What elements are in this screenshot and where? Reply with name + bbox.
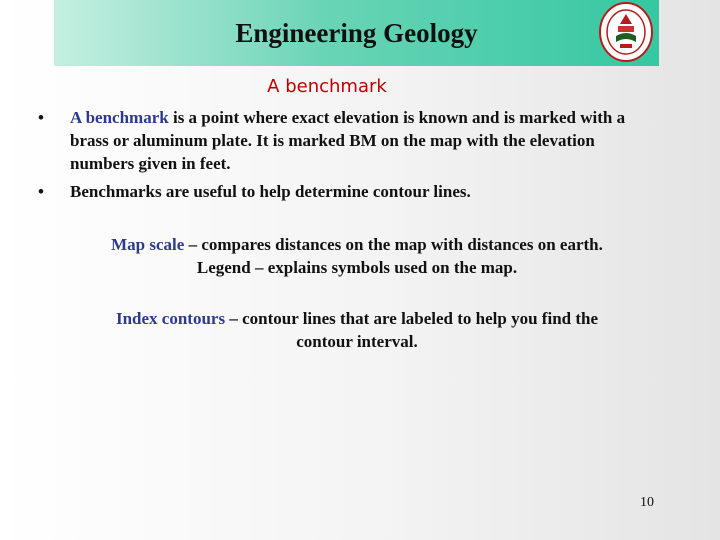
page-number: 10 <box>640 495 654 510</box>
term-map-scale: Map scale <box>111 235 185 254</box>
bullet-text: is a point where exact elevation is known and is marked with a brass or aluminum plate. It is marked BM on the map with the elevation numbers given in feet. <box>70 108 626 173</box>
map-scale-definition: Map scale – compares distances on the map with distances on earth. <box>111 235 603 254</box>
university-seal-icon <box>598 2 654 62</box>
index-contours-definition-cont: contour interval. <box>296 332 418 351</box>
bullet-text: Benchmarks are useful to help determine contour lines. <box>70 182 471 201</box>
bullet-list <box>38 106 638 208</box>
bullet-benchmark-use <box>38 180 638 203</box>
term-benchmark: A benchmark <box>70 108 169 127</box>
index-contours-block <box>0 307 714 353</box>
slide-title: Engineering Geology <box>235 18 478 48</box>
bullet-icon: • <box>38 108 44 127</box>
legend-definition: Legend – explains symbols used on the map. <box>196 258 518 277</box>
bullet-icon: • <box>38 182 44 201</box>
slide-subtitle: A benchmark <box>267 76 387 97</box>
bullet-benchmark-definition <box>38 106 638 175</box>
index-contours-definition: Index contours – contour lines that are labeled to help you find the <box>115 309 599 328</box>
map-scale-legend-block <box>0 233 714 279</box>
term-index-contours: Index contours <box>115 309 226 328</box>
